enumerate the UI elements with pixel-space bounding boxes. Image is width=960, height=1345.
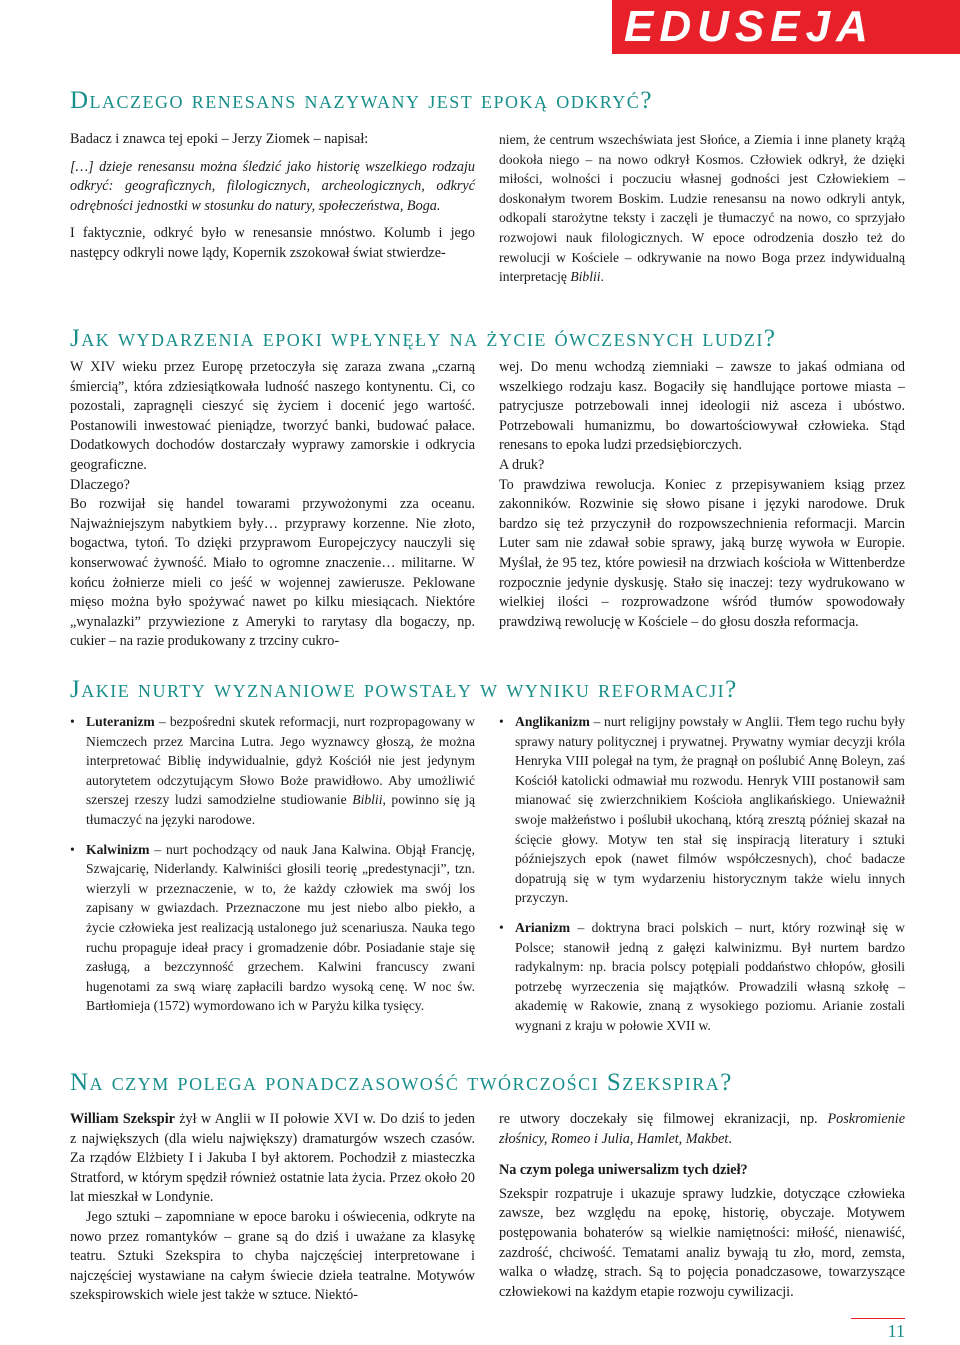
section3-left-column [70, 712, 475, 1026]
paragraph: To prawdziwa rewolucja. Koniec z przepisywaniem ksiąg przez zakonników. Rozwinie się słowo pisane i języki narodowe. Druk bardzo się też przyczynił do rozpowszechnienia reformacji. Marcin Luter sam nie zdawał sobie sprawy, jaką burzę wywoła w Europie. Myślał, że 95 tez, które powiesił na drzwiach kościoła w Wittenberdze rozpocznie jedynie dyskusję. Stało się inaczej: tezy wydrukowano w wielkiej ilości – rozprowadzone wśród tłumów spowodowały prawdziwą rewolucję w Kościele – do głosu doszła reformacja. [499, 476, 905, 630]
paragraph: Szekspir rozpatruje i ukazuje sprawy ludzkie, dotyczące człowieka zawsze, bez względu na epokę, historię, obyczaje. Motywem postępowania bohaterów są wielkie namiętności: miłość, nienawiść, zazdrość, chciwość. Tematami analiz bywają tu zło, mord, zemsta, walka o władzę, strach. Są to pojęcia ponadczasowe, towarzyszące człowiekowi na każdym etapie rozwoju cywilizacji. [499, 1185, 905, 1300]
paragraph: niem, że centrum wszechświata jest Słońce, a Ziemia i inne planety krążą dookoła niego – na nowo odkrył Kosmos. Człowiek odkrył, że dzięki miłości, wolności i poczuciu własnej godności jest Człowiekiem – doskonałym tworem Boskim. Ludzie renesansu na nowo odkryli antyk, odkopali starożytne teksty i zaczęli je tłumaczyć na nowo, co sprzyjało rozwojowi nauk filologicznych. W epoce odrodzenia doszło też do rewolucji w Kościele – odkrywanie na nowo Boga przez indywidualną interpretację Biblii. [499, 132, 905, 285]
brand-logo-bar [612, 0, 960, 54]
paragraph: William Szekspir żył w Anglii w II połowie XVI w. Do dziś to jeden z największych (dla wielu największy) dramaturgów wszech czasów. Za rządów Elżbiety I i Jakuba I był aktorem. Pochodził z miasteczka Stratford, w którym spędził również ostatnie lata życia. Przez około 20 lat mieszkał w Londynie. [70, 1111, 475, 1206]
paragraph: Bo rozwijał się handel towarami przywożonymi zza oceanu. Najważniejszym nabytkiem były… przyprawy korzenne. Nie złoto, bogactwa, tytoń. To dzięki przyprawom Europejczycy nauczyli się konserwować żywność. Miało to ogromne znaczenie… militarne. W końcu żołnierze mieli co jeść w wojennej zawierusze. Peklowane mięso można było spożywać nawet po kilku miesiącach. Niektóre „wynalazki” przywiezione z Ameryki to rarytasy dla bogaczy, np. cukier – na razie produkowany z trzciny cukro- [70, 496, 475, 650]
paragraph: I faktycznie, odkryć było w renesansie mnóstwo. Kolumb i jego następcy odkryli nowe lądy, Kopernik zszokował świat stwierdze- [70, 225, 475, 261]
page-number: 11 [887, 1321, 905, 1341]
section3-right-column [499, 712, 905, 1046]
section-title-szekspir: Na czym polega ponadczasowość twórczości Szekspira? [70, 1069, 733, 1096]
list-item-arianizm: • Arianizm – doktryna braci polskich – nurt, który rozwinął się w Polsce; stanowił jedną z gałęzi kalwinizmu. Był nurtem bardzo radykalnym: np. bracia polscy potępiali poddaństwo chłopów, głosili potrzebę wyrzeczenia się majątków. Prowadzili własną szkołę – akademię w Rakowie, znaną z wysokiego poziomu. Arianie zostali wygnani z kraju w połowie XVII w. [499, 918, 905, 1036]
paragraph: wej. Do menu wchodzą ziemniaki – zawsze to jakaś odmiana od wszelkiego rodzaju kasz. Bogaciły się handlujące portowe miasta – patrycjusze potrzebowali innej ideologii niż asceza i ubóstwo. Potrzebowali humanizmu, bo dowartościowywał człowieka. Stąd renesans to epoka ludzi przedsiębiorczych. [499, 359, 905, 454]
list-item-anglikanizm: • Anglikanizm – nurt religijny powstały w Anglii. Tłem tego ruchu były sprawy natury politycznej i prywatnej. Prywatny wymiar decyzji króla Henryka VIII polegał na tym, że pragnął on poślubić Annę Boleyn, zaś Kościół katolicki odmawiał mu rozwodu. Henryk VIII postanowił sam mianować się zwierzchnikiem Kościoła anglikańskiego. Unieważnił swoje małżeństwo i poślubił ukochaną, którą zresztą później skazał na ścięcie głowy. Motyw ten stał się inspiracją literatury i sztuki późniejszych epok (nawet filmów współczesnych), choć badacze dopatrują się w tym wydarzeniu historycznym także wielu innych przyczyn. [499, 712, 905, 908]
page-number-rule [851, 1318, 905, 1319]
paragraph: Jego sztuki – zapomniane w epoce baroku i oświecenia, odkryte na nowo przez romantyków – grane są do dziś i uważane za klasykę teatru. Sztuki Szekspira to chyba najczęściej interpretowane i najczęściej wystawiane na całym świecie dzieła teatralne. Motywów szekspirowskich wiele jest także w sztuce. Niektó- [70, 1208, 475, 1304]
paragraph: re utwory doczekały się filmowej ekranizacji, np. Poskromienie złośnicy, Romeo i Julia, Hamlet, Makbet. [499, 1111, 905, 1147]
ziomek-quote: […] dzieje renesansu można śledzić jako historię wszelkiego rodzaju odkryć: geograficznych, filologicznych, archeologicznych, odkryć odrębności jednostki w stosunku do natury, społeczeństwa, Boga. [70, 158, 475, 214]
brand-logo: EDUSEJA [624, 2, 874, 51]
list-item-luteranizm: • Luteranizm – bezpośredni skutek reformacji, nurt rozpropagowany w Niemczech przez Marcina Lutra. Jego wyznawcy głoszą, że można interpretować Biblię indywidualnie, gdyż Kościół nie jest jedynym autorytetem odczytującym Słowo Boże prawidłowo. Aby umożliwić szerszej rzeszy ludzi samodzielne studiowanie Biblii, powinno się ją tłumaczyć na języki narodowe. [70, 712, 475, 830]
section-title-renesans: Dlaczego renesans nazywany jest epoką odkryć? [70, 87, 653, 114]
section4-right-column [499, 1110, 905, 1302]
section1-right-column [499, 130, 905, 287]
bullet-list [70, 712, 475, 1016]
section2-left-column [70, 358, 475, 652]
list-item-kalwinizm: • Kalwinizm – nurt pochodzący od nauk Jana Kalwina. Objął Francję, Szwajcarię, Niderlandy. Kalwiniści głosili teorię „predestynacji”, tzn. wierzyli w przeznaczenie, w to, że każdy człowiek ma swój los zapisany w gwiazdach. Przeznaczone mu jest niebo albo piekło, a życie człowieka jest realizacją ustalonego już scenariusza. Nauka tego ruchu propaguje ideał pracy i gromadzenie dóbr. Posiadanie staje się zasługą, a bezczynność grzechem. Kalwini francuscy zwani hugenotami za swą wiarę zapłacili bardzo wysoką cenę. W noc św. Bartłomieja (1572) wymordowano ich w Paryżu kilka tysięcy. [70, 840, 475, 1016]
question: A druk? [499, 456, 545, 473]
intro-text: Badacz i znawca tej epoki – Jerzy Ziomek – napisał: [70, 131, 369, 147]
paragraph: W XIV wieku przez Europę przetoczyła się zaraza zwana „czarną śmiercią”, która zdziesiątkowała ludność naszego kontynentu. Ci, co pozostali, zapragnęli cieszyć się życiem i docenić jego wartość. Postanowili inwestować pieniądze, tworzyć banki, budować pałace. Dodatkowych dochodów dostarczały wyprawy zamorskie i odkrycia geograficzne. [70, 359, 475, 473]
question: Dlaczego? [70, 476, 130, 493]
bullet-list [499, 712, 905, 1036]
section-title-nurty: Jakie nurty wyznaniowe powstały w wyniku reformacji? [70, 676, 738, 703]
section-title-wydarzenia: Jak wydarzenia epoki wpłynęły na życie ówczesnych ludzi? [70, 325, 777, 352]
section4-left-column [70, 1110, 475, 1306]
section2-right-column [499, 358, 905, 632]
section1-left-column [70, 130, 475, 264]
subheading: Na czym polega uniwersalizm tych dzieł? [499, 1162, 748, 1179]
